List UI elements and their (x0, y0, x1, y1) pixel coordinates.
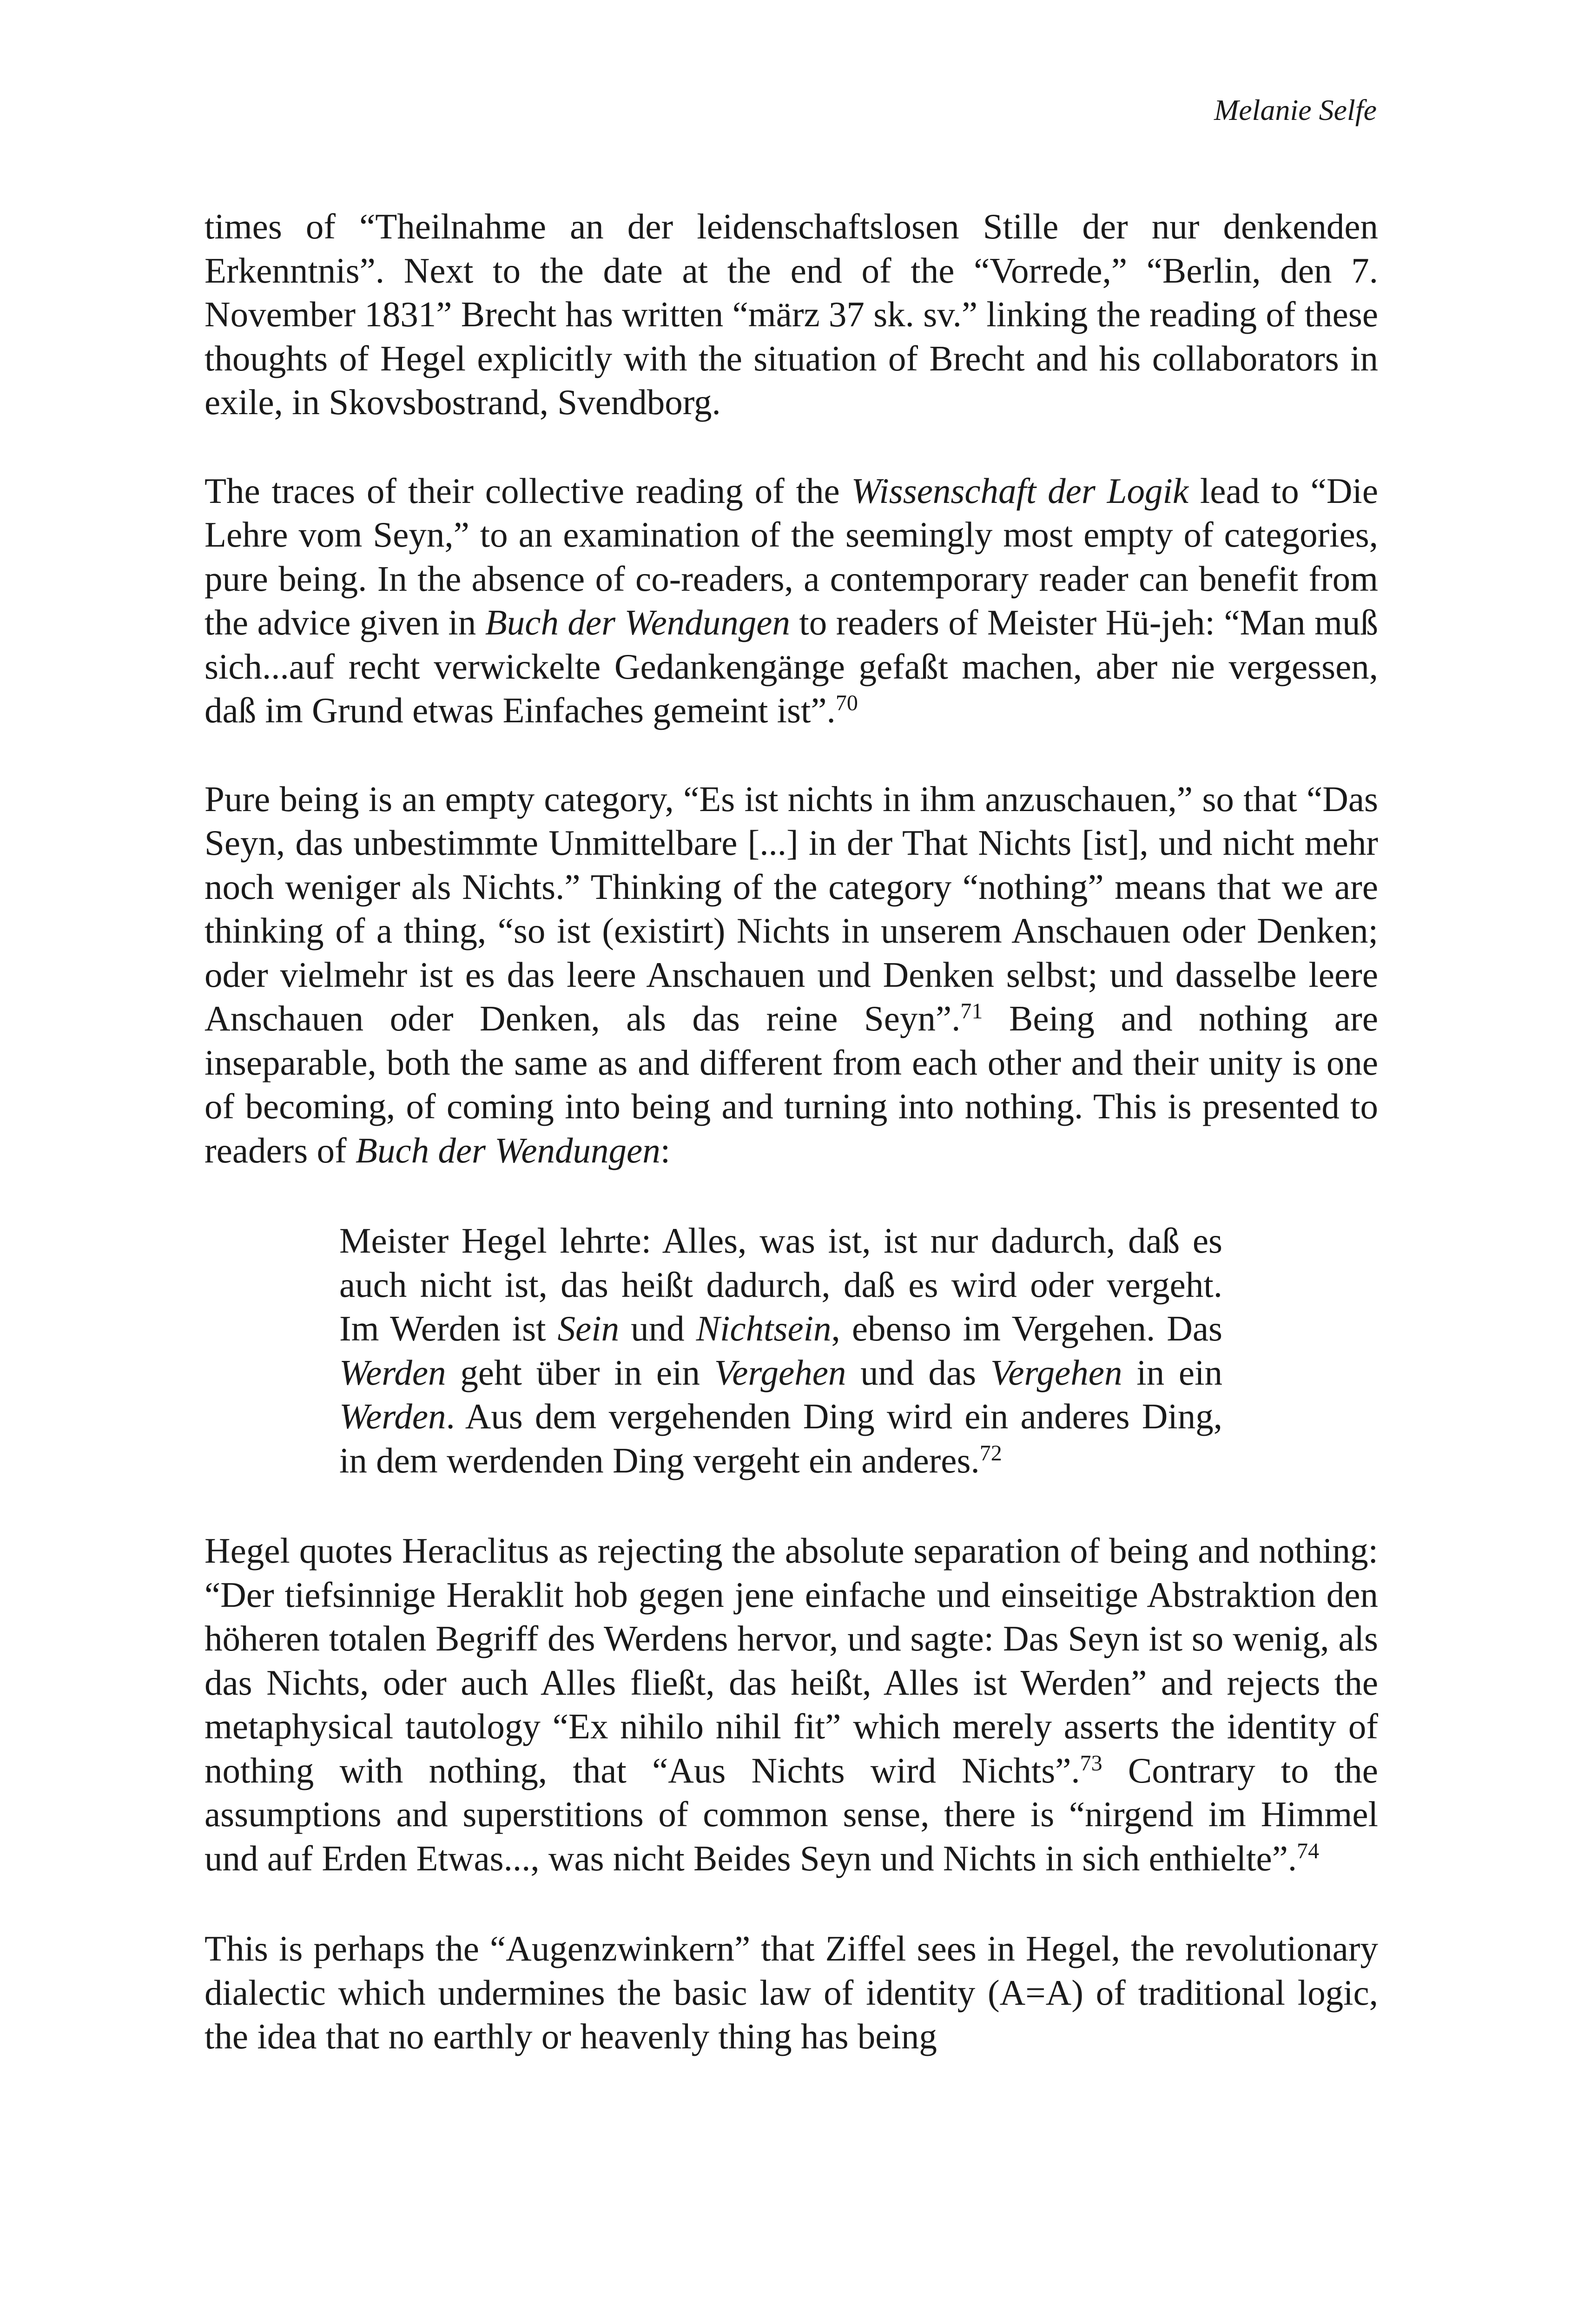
paragraph-4-text-a: Hegel quotes Heraclitus as rejecting the absolute separation of being and nothing: “Der tiefsinnige Heraklit hob gegen jene einfache und einseitige Abstraktion den höheren totalen Begriff des Werdens hervor, und sagte: Das Seyn ist so wenig, als das Nichts, oder auch Alles fließt, das heißt, Alles ist Werden” and rejects the metaphysical tautology “Ex nihilo nihil fit” which merely asserts the identity of nothing with nothing, that “Aus Nichts wird Nichts”. (205, 1531, 1378, 1790)
paragraph-2-title-wendungen: Buch der Wendungen (485, 602, 790, 642)
footnote-ref-71: 71 (960, 999, 983, 1023)
paragraph-1: times of “Theilnahme an der leidenschaftslosen Stille der nur denkenden Erkenntnis”. Next to the date at the end of the “Vorrede,” “Berlin, den 7. November 1831” Brecht has written “märz 37 sk. sv.” linking the reading of these thoughts of Hegel explicitly with the situation of Brecht and his collaborators in exile, in Skovsbostrand, Svendborg. (205, 206, 1378, 422)
quote-text-e: und das (846, 1352, 990, 1393)
footnote-ref-73: 73 (1080, 1750, 1102, 1776)
body-text (205, 205, 1378, 2059)
paragraph-3-text-c: : (660, 1130, 671, 1170)
paragraph-2-title-logik: Wissenschaft der Logik (851, 470, 1189, 511)
paragraph-5: This is perhaps the “Augenzwinkern” that Ziffel sees in Hegel, the revolutionary dialectic which undermines the basic law of identity (A=A) of traditional logic, the idea that no earthly or heavenly thing has being (205, 1928, 1378, 2056)
quote-italic-sein: Sein (557, 1308, 620, 1348)
quote-text-c: , ebenso im Vergehen. Das (831, 1308, 1222, 1348)
quote-italic-nichtsein: Nichtsein (696, 1308, 832, 1348)
paragraph-3-title-wendungen: Buch der Wendungen (355, 1130, 660, 1170)
running-head: Melanie Selfe (1214, 93, 1377, 126)
paragraph-2-text-a: The traces of their collective reading of the (205, 470, 852, 511)
quote-text-b: und (619, 1308, 696, 1348)
quote-text-f: in ein (1122, 1352, 1222, 1393)
footnote-ref-74: 74 (1297, 1838, 1320, 1863)
quote-italic-vergehen: Vergehen (714, 1352, 846, 1393)
quote-italic-werden: Werden (339, 1352, 446, 1393)
paragraph-3-text-b: Being and nothing are inseparable, both the same as and different from each other and their unity is one of becoming, of coming into being and turning into nothing. This is presented to readers of (205, 998, 1378, 1170)
paragraph-4 (205, 1529, 1378, 1880)
quote-text-d: geht über in ein (446, 1352, 714, 1393)
footnote-ref-70: 70 (835, 691, 858, 715)
quote-italic-vergehen-2: Vergehen (990, 1352, 1122, 1393)
quote-italic-werden-2: Werden (339, 1396, 446, 1436)
quote-text-g: . Aus dem vergehenden Ding wird ein anderes Ding, in dem werdenden Ding vergeht ein anderes. (339, 1396, 1222, 1480)
paragraph-3 (205, 777, 1378, 1173)
paragraph-2-text-c: to readers of Meister Hü-jeh: “Man muß sich...auf recht verwickelte Gedankengänge gefaßt machen, aber nie vergessen, daß im Grund etwas Einfaches gemeint ist”. (205, 602, 1378, 730)
paragraph-2 (205, 469, 1378, 733)
paragraph-3-text-a: Pure being is an empty category, “Es ist nichts in ihm anzuschauen,” so that “Das Seyn, das unbestimmte Unmittelbare [...] in der That Nichts [ist], und nicht mehr noch weniger als Nichts.” Thinking of the category “nothing” means that we are thinking of a thing, “so ist (existirt) Nichts in unserem Anschauen oder Denken; oder vielmehr ist es das leere Anschauen und Denken selbst; und dasselbe leere Anschauen oder Denken, als das reine Seyn”. (205, 779, 1378, 1038)
paragraph-2-text-b: lead to “Die Lehre vom Seyn,” to an examination of the seemingly most empty of categories, pure being. In the absence of co-readers, a contemporary reader can benefit from the advice given in (205, 470, 1378, 642)
paragraph-4-text-b: Contrary to the assumptions and superstitions of common sense, there is “nirgend im Himmel und auf Erden Etwas..., was nicht Beides Seyn und Nichts in sich enthielte”. (205, 1750, 1378, 1878)
quote-text-a: Meister Hegel lehrte: Alles, was ist, ist nur dadurch, daß es auch nicht ist, das heißt dadurch, daß es wird oder vergeht. Im Werden ist (339, 1221, 1222, 1348)
block-quote (339, 1219, 1222, 1482)
footnote-ref-72: 72 (979, 1440, 1002, 1466)
